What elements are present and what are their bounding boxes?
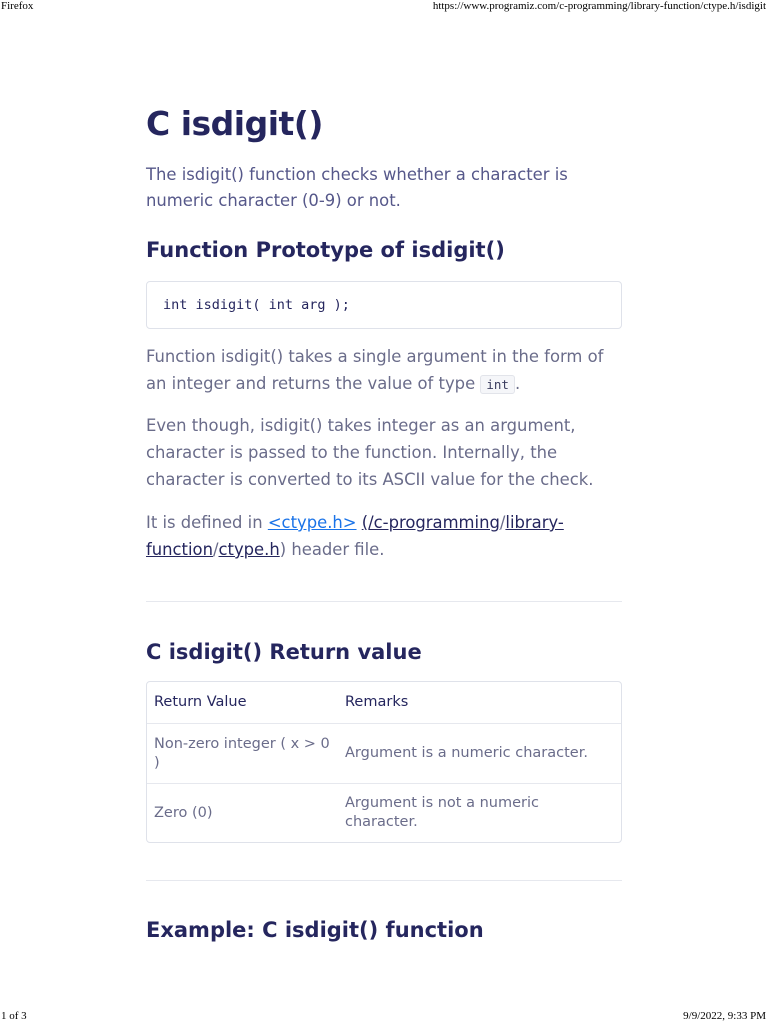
header-file-text: header file.	[286, 540, 385, 559]
ctype-path-link-1[interactable]: (/c-programming	[361, 513, 500, 532]
table-row	[147, 723, 621, 783]
print-header	[0, 0, 768, 14]
ctype-path-link-4[interactable]: ctype.h	[218, 540, 280, 559]
table-header-return-value: Return Value	[154, 694, 247, 710]
lead-paragraph: The isdigit() function checks whether a character is numeric character (0-9) or not.	[146, 165, 568, 210]
print-footer	[0, 1010, 768, 1024]
table-cell: Argument is a numeric character.	[345, 745, 588, 761]
inline-code-int: int	[480, 375, 515, 394]
section-divider	[146, 880, 622, 881]
path-close-paren: )	[279, 540, 287, 559]
ctype-path-link-3[interactable]: function	[146, 540, 213, 559]
path-slash-1: /	[499, 513, 506, 532]
prototype-code: int isdigit( int arg );	[163, 297, 350, 313]
return-value-table	[146, 681, 622, 843]
table-header-row	[147, 682, 621, 723]
return-value-heading: C isdigit() Return value	[146, 640, 422, 664]
example-heading: Example: C isdigit() function	[146, 918, 484, 942]
table-cell: Non-zero integer ( x > 0 )	[154, 735, 330, 771]
internal-conversion-paragraph: Even though, isdigit() takes integer as an argument, character is passed to the function. Internally, the character is converted to its ASCII value for the check.	[146, 416, 594, 489]
header-file-paragraph	[146, 509, 622, 563]
table-header-remarks: Remarks	[345, 694, 409, 710]
table-row	[147, 783, 621, 842]
print-datetime: 9/9/2022, 9:33 PM	[683, 1010, 766, 1022]
page-number: 1 of 3	[1, 1010, 27, 1022]
prototype-code-block	[146, 281, 622, 329]
arguments-period: .	[514, 374, 521, 393]
section-divider	[146, 601, 622, 602]
defined-in-text: It is defined in	[146, 513, 268, 532]
arguments-paragraph	[146, 343, 622, 398]
browser-name: Firefox	[1, 0, 34, 12]
page-title: C isdigit()	[146, 104, 323, 143]
ctype-header-link[interactable]: <ctype.h>	[267, 513, 357, 532]
arguments-text: Function isdigit() takes a single argument in the form of an integer and returns the value of type	[146, 347, 604, 393]
ctype-path-link-2[interactable]: library-	[505, 513, 564, 532]
path-slash-2: /	[212, 540, 219, 559]
table-cell: Argument is not a numeric character.	[345, 795, 539, 830]
page-url: https://www.programiz.com/c-programming/library-function/ctype.h/isdigit	[432, 0, 766, 12]
table-cell: Zero (0)	[154, 804, 213, 821]
prototype-heading: Function Prototype of isdigit()	[146, 238, 505, 262]
